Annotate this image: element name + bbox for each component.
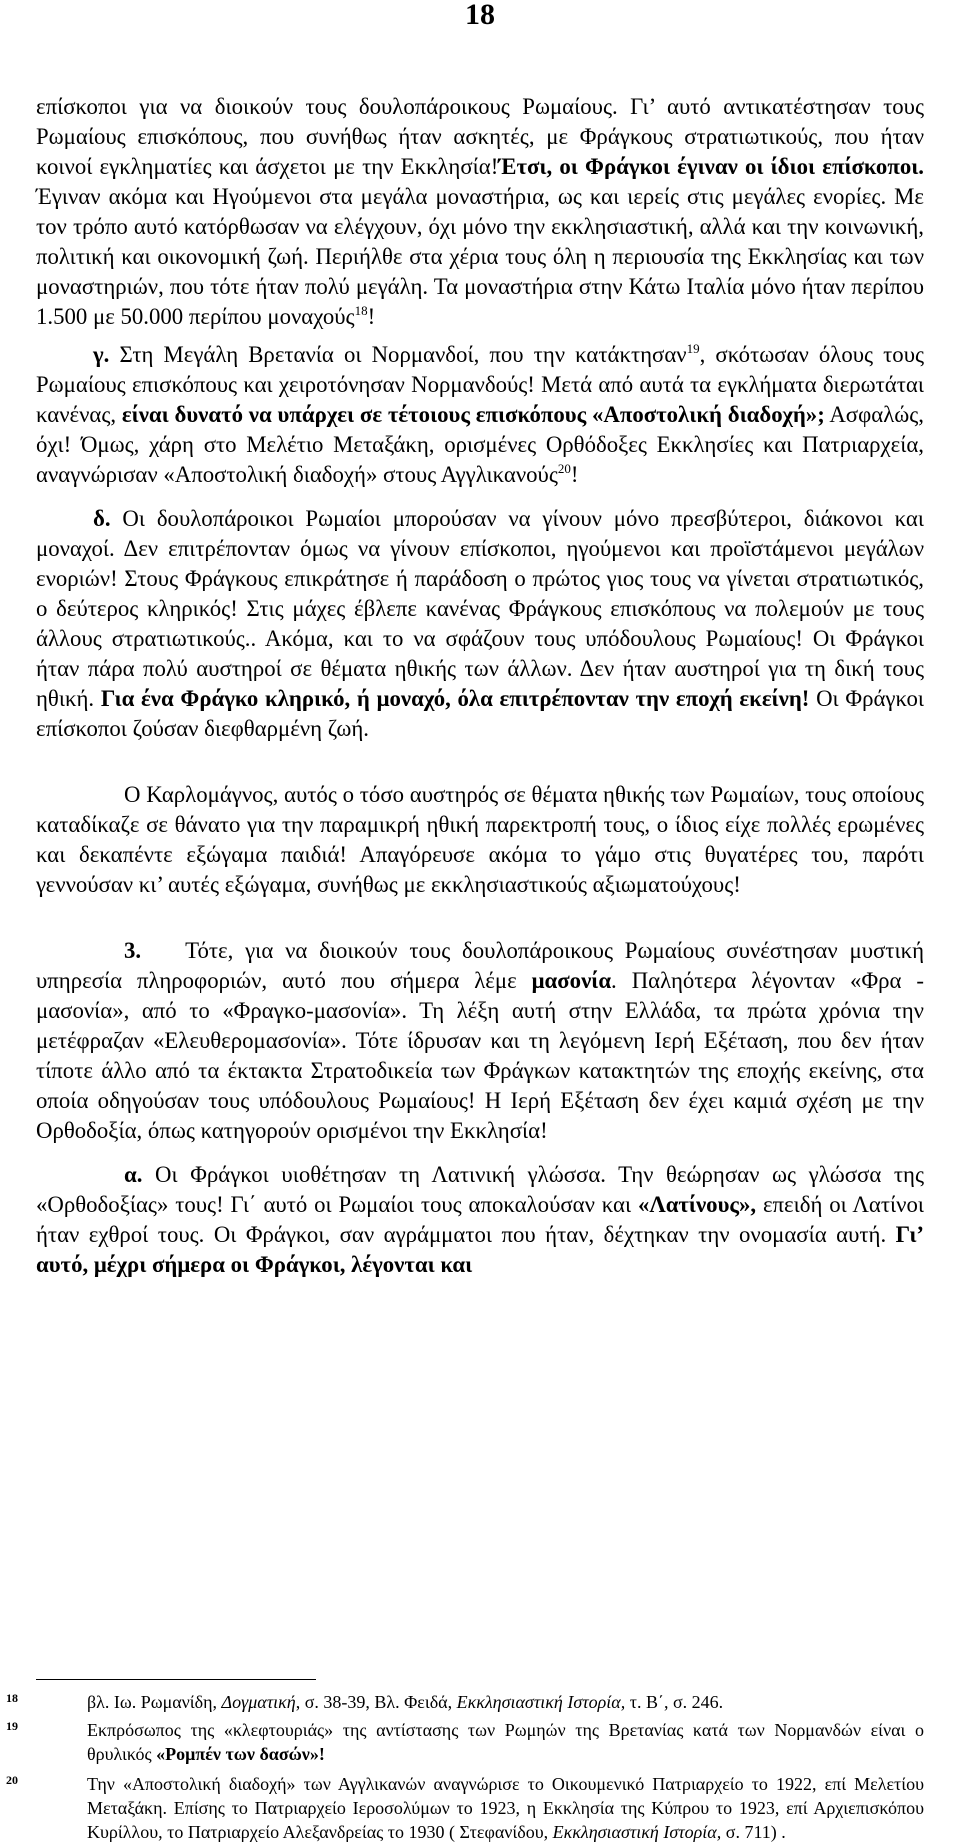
bold-text: Γι’ αυτό, μέχρι σήμερα οι Φράγκοι, λέγονται και [36, 1222, 924, 1277]
footnote-text: Εκπρόσωπος της «κλεφτουριάς» της αντίστασης των Ρωμηών της Βρετανίας κατά των Νορμανδών είναι ο θρυλικός «Ρομπέν των δασών»! [87, 1720, 924, 1764]
paragraph-text: Έγιναν ακόμα και Ηγούμενοι στα μεγάλα μοναστήρια, ως και ιερείς στις μεγάλες ενορίες. Με τον τρόπο αυτό κατόρθωσαν να ελέγχουν, όχι μόνο την εκκλησιαστική, αλλά και την κοινωνική, πολιτική και οικονομική ζωή. Περιήλθε στα χέρια τους όλη η περιουσία της Εκκλησίας και των μοναστηριών, που τότε ήταν πολύ μεγάλη. Τα μοναστήρια στην Κάτω Ιταλία μόνο ήταν περίπου 1.500 με 50.000 περίπου μοναχούς [36, 184, 924, 329]
paragraph-1 [36, 92, 924, 332]
paragraph-text: Τότε, για να διοικούν τους δουλοπάροικους Ρωμαίους συνέστησαν μυστική υπηρεσία πληροφοριών, αυτό που σήμερα λέμε [36, 938, 924, 993]
paragraph-2 [36, 340, 924, 490]
paragraph-text: Ασφαλώς, όχι! Όμως, χάρη στο Μελέτιο Μεταξάκη, ορισμένες Ορθόδοξες Εκκλησίες και Πατριαρχεία, αναγνώρισαν «Αποστολική διαδοχή» στους Αγγλικανούς [36, 402, 924, 487]
footnote-ref-20[interactable]: 20 [557, 461, 571, 476]
footnote-ref-19[interactable]: 19 [686, 341, 700, 356]
footnote-number: 18 [6, 1691, 18, 1705]
bold-text: Για ένα Φράγκο κληρικό, ή μοναχό, όλα επιτρέπονταν την εποχή εκείνη! [100, 686, 810, 711]
paragraph-text: , σκότωσαν όλους τους Ρωμαίους επισκόπους και χειροτόνησαν Νορμανδούς! Μετά από αυτά τα εγκλήματα διερωτάται κανένας, [36, 342, 925, 427]
footnote-text: Την «Αποστολική διαδοχή» των Αγγλικανών αναγνώρισε το Οικουμενικό Πατριαρχείο το 1922, επί Μελετίου Μεταξάκη. Επίσης το Πατριαρχείο Ιεροσολύμων το 1923, η Εκκλησία της Κύπρου το 1923, επί Αρχιεπισκόπου Κυρίλλου, το Πατριαρχείο Αλεξανδρείας το 1930 ( Στεφανίδου, Εκκλησιαστική Ιστορία, σ. 711) . [87, 1774, 924, 1842]
bold-text: είναι δυνατό να υπάρχει σε τέτοιους επισκόπους «Αποστολική διαδοχή»; [121, 402, 825, 427]
bold-text: «Λατίνους», [637, 1192, 757, 1217]
section-label: α. [124, 1162, 143, 1187]
section-label: δ. [93, 506, 111, 531]
paragraph-3 [36, 504, 924, 744]
footnote-text: βλ. Ιω. Ρωμανίδη, Δογματική, σ. 38-39, Βλ. Φειδά, Εκκλησιαστική Ιστορία, τ. Β΄, σ. 246. [87, 1692, 724, 1712]
paragraph-text: ! [570, 462, 579, 487]
section-label: 3. [124, 938, 142, 963]
paragraph-text: . Παληότερα λέγονταν «Φρα - μασονία», από το «Φραγκο-μασονία». Τη λέξη αυτή στην Ελλάδα, τα πρώτα χρόνια την μετέφραζαν «Ελευθερομασονία». Τότε ίδρυσαν και τη λεγόμενη Ιερή Εξέταση, που δεν ήταν τίποτε άλλο από τα έκτακτα Στρατοδικεία των Φράγκων κατακτητών της εποχής εκείνης, στα οποία οδηγούσαν τους υπόδουλους Ρωμαίους! Η Ιερή Εξέταση δεν έχει καμιά σχέση με την Ορθοδοξία, όπως κατηγορούν ορισμένοι την Εκκλησία! [36, 968, 924, 1143]
body-text [36, 92, 924, 1280]
page-number: 18 [465, 0, 495, 31]
paragraph-4: Ο Καρλομάγνος, αυτός ο τόσο αυστηρός σε θέματα ηθικής των Ρωμαίων, τους οποίους καταδίκαζε σε θάνατο για την παραμικρή ηθική παρεκτροπή τους, ο ίδιος είχε πολλές ερωμένες και δεκαπέντε εξώγαμα παιδιά! Απαγόρευσε ακόμα το γάμο στις θυγατέρες του, παρότι γεννούσαν κι’ αυτές εξώγαμα, συνήθως με εκκλησιαστικούς αξιωματούχους! [36, 782, 924, 897]
footnote-separator [36, 1679, 316, 1680]
paragraph-text: επειδή οι Λατίνοι ήταν εχθροί τους. Οι Φράγκοι, σαν αγράμματοι που ήταν, δέχτηκαν την ονομασία αυτή. [36, 1192, 924, 1247]
bold-text: Έτσι, οι Φράγκοι έγιναν οι ίδιοι επίσκοποι. [498, 154, 924, 179]
paragraph-text: ! [367, 304, 376, 329]
paragraph-text: Οι δουλοπάροικοι Ρωμαίοι μπορούσαν να γίνουν μόνο πρεσβύτεροι, διάκονοι και μοναχοί. Δεν επιτρέπονταν όμως να γίνουν επίσκοποι, ηγούμενοι και προϊστάμενοι μεγάλων ενοριών! Στους Φράγκους επικράτησε ή παράδοση ο πρώτος γιος τους να γίνεται στρατιωτικός, ο δεύτερος κληρικός! Στις μάχες έβλεπε κανένας Φράγκους επισκόπους να πολεμούν με τους άλλους στρατιωτικούς.. Ακόμα, και το να σφάζουν τους υπόδουλους Ρωμαίους! Οι Φράγκοι ήταν πάρα πολύ αυστηροί σε θέματα ηθικής των άλλων. Δεν ήταν αυστηροί για τη δική τους ηθική. [36, 506, 924, 711]
paragraph-6 [36, 1160, 924, 1280]
paragraph-text: Οι Φράγκοι επίσκοποι ζούσαν διεφθαρμένη ζωή. [36, 686, 924, 741]
section-label: γ. [93, 342, 110, 367]
footnotes [0, 1690, 960, 1848]
footnote-18 [0, 1690, 960, 1714]
footnote-19 [0, 1718, 960, 1766]
footnote-number: 19 [6, 1719, 18, 1733]
paragraph-text: Οι Φράγκοι υιοθέτησαν τη Λατινική γλώσσα. Την θεώρησαν ως γλώσσα της «Ορθοδοξίας» τους! Γι΄ αυτό οι Ρωμαίοι τους αποκαλούσαν και [36, 1162, 924, 1217]
paragraph-5 [36, 936, 924, 1146]
paragraph-text: επίσκοποι για να διοικούν τους δουλοπάροικους Ρωμαίους. Γι’ αυτό αντικατέστησαν τους Ρωμαίους επισκόπους, που συνήθως ήταν ασκητές, με Φράγκους στρατιωτικούς, που ήταν κοινοί εγκληματίες και άσχετοι με την Εκκλησία! [36, 94, 924, 179]
footnote-ref-18[interactable]: 18 [354, 303, 368, 318]
paragraph-text: Στη Μεγάλη Βρετανία οι Νορμανδοί, που την κατάκτησαν [109, 342, 687, 367]
footnote-number: 20 [6, 1773, 18, 1787]
bold-text: μασονία [531, 968, 612, 993]
footnote-20 [0, 1772, 960, 1844]
